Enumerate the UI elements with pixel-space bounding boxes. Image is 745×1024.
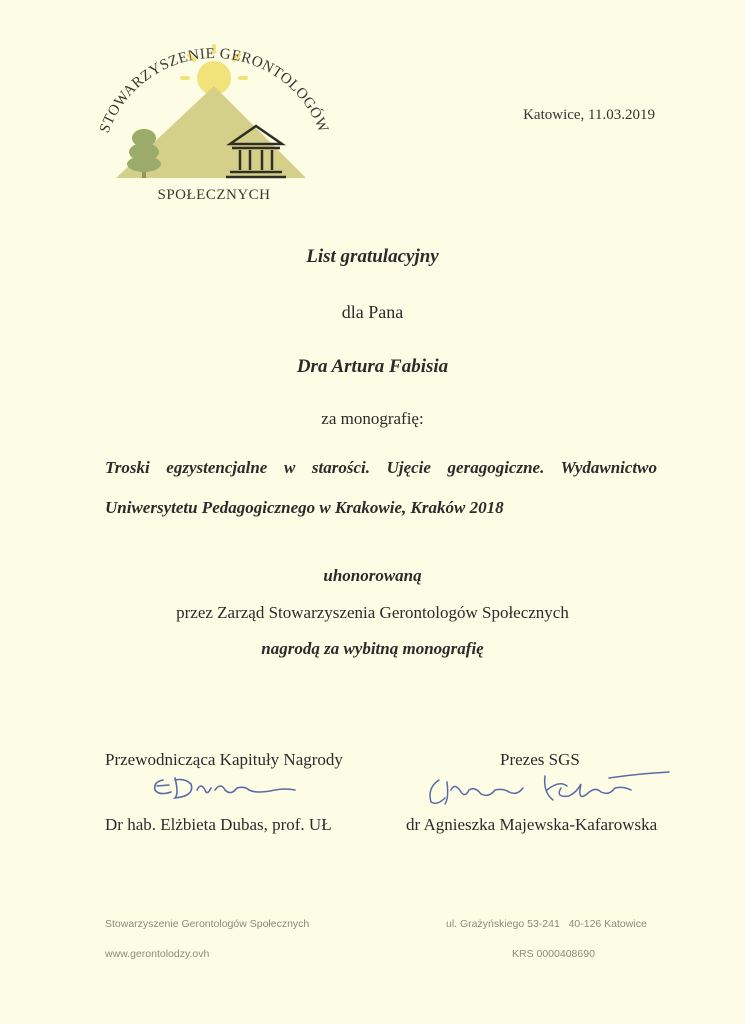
awarding-body: przez Zarząd Stowarzyszenia Gerontologów Społecznych [176,603,569,622]
right-signatory-role: Prezes SGS [500,750,580,769]
left-handwritten-signature-icon [145,768,305,808]
document-date: Katowice, 11.03.2019 [523,107,655,123]
sgs-logo [88,38,338,208]
logo-arc-text: STOWARZYSZENIE GERONTOLOGÓW [96,45,332,136]
left-signatory-role: Przewodnicząca Kapituły Nagrody [105,750,343,769]
footer-address: ul. Grażyńskiego 53-241 40-126 Katowice [446,918,647,930]
left-signatory-name: Dr hab. Elżbieta Dubas, prof. UŁ [105,815,332,834]
footer-organization: Stowarzyszenie Gerontologów Społecznych [105,918,310,930]
logo-bottom-text: SPOŁECZNYCH [157,187,271,203]
letter-title: List gratulacyjny [306,246,439,267]
honored-text: uhonorowaną [323,566,422,585]
recipient-name: Dra Artura Fabisia [296,356,449,377]
award-name: nagrodą za wybitną monografię [261,639,484,658]
monograph-title-line-1: Troski egzystencjalne w starości. Ujęcie geragogiczne. Wydawnictwo [105,458,657,477]
footer-krs-number: KRS 0000408690 [512,948,595,960]
footer-website: www.gerontolodzy.ovh [105,948,210,960]
right-signatory-name: dr Agnieszka Majewska-Kafarowska [406,815,658,834]
addressee-label: dla Pana [341,302,404,322]
monograph-label: za monografię: [321,409,424,428]
right-handwritten-signature-icon [425,768,675,812]
monograph-title-line-2: Uniwersytetu Pedagogicznego w Krakowie, Kraków 2018 [105,498,504,517]
